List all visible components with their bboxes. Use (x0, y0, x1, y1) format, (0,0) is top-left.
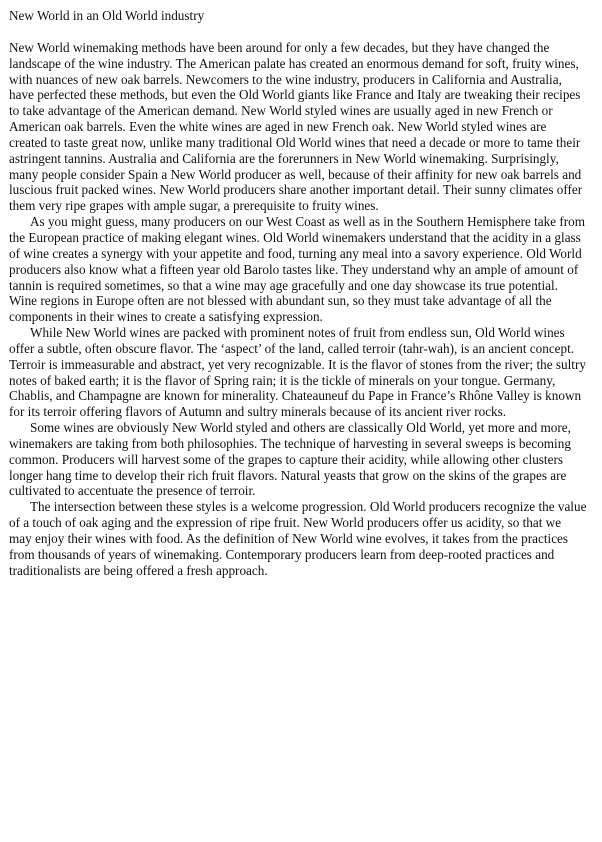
document-title: New World in an Old World industry (9, 8, 205, 23)
paragraph-conclusion: The intersection between these styles is a welcome progression. Old World producers recognize the value of a touch of oak aging and the expression of ripe fruit. New World producers offer us acidity, so that we may enjoy their wines with food. As the definition of New World wine evolves, it takes from the practices from thousands of years of winemaking. Contemporary producers learn from deep-rooted practices and traditionalists are being offered a fresh approach. (9, 499, 587, 578)
paragraph-both-philosophies: Some wines are obviously New World styled and others are classically Old World, yet more and more, winemakers are taking from both philosophies. The technique of harvesting in several sweeps is becoming common. Producers will harvest some of the grapes to capture their acidity, while allowing other clusters longer hang time to develop their rich fruit flavors. Natural yeasts that grow on the skins of the grapes are cultivated to accentuate the presence of terroir. (9, 420, 571, 499)
paragraph-terroir: While New World wines are packed with prominent notes of fruit from endless sun, Old World wines offer a subtle, often obscure flavor. The ‘aspect’ of the land, called terroir (tahr-wah), is an ancient concept. Terroir is immeasurable and abstract, yet very recognizable. It is the flavor of stones from the river; the sultry notes of baked earth; it is the flavor of Spring rain; it is the tickle of minerals on your tongue. Germany, Chablis, and Champagne are known for minerality. Chateauneuf du Pape in France’s Rhône Valley is known for its terroir offering flavors of Autumn and sultry minerals because of its ancient river rocks. (9, 325, 586, 420)
paragraph-old-world-practice: As you might guess, many producers on our West Coast as well as in the Southern Hemisphere take from the European practice of making elegant wines. Old World winemakers understand that the acidity in a glass of wine creates a synergy with your appetite and food, turning any meal into a savory experience. Old World producers also know what a fifteen year old Barolo tastes like. They understand why an ample of amount of tannin is required sometimes, so that a wine may age gracefully and one day showcase its true potential. Wine regions in Europe often are not blessed with abundant sun, so they must take advantage of all the components in their wines to create a satisfying expression. (9, 214, 586, 325)
document-page (9, 8, 587, 579)
paragraph-intro: New World winemaking methods have been around for only a few decades, but they have changed the landscape of the wine industry. The American palate has created an enormous demand for soft, fruity wines, with nuances of new oak barrels. Newcomers to the wine industry, producers in California and Australia, have perfected these methods, but even the Old World giants like France and Italy are tweaking their recipes to take advantage of the American demand. New World styled wines are usually aged in new French or American oak barrels. Even the white wines are aged in new French oak. New World styled wines are created to taste great now, unlike many traditional Old World wines that need a decade or more to tame their astringent tannins. Australia and California are the forerunners in New World winemaking. Surprisingly, many people consider Spain a New World producer as well, because of their affinity for new oak barrels and luscious fruit packed wines. New World producers share another important detail. Their sunny climates offer them very ripe grapes with ample sugar, a prerequisite to fruity wines. (9, 39, 583, 214)
